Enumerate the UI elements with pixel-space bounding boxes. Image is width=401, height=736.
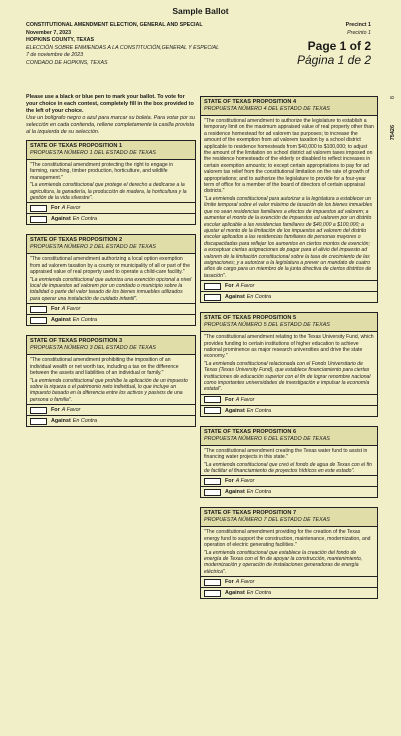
proposition-text xyxy=(201,332,377,394)
election-name-es: ELECCIÓN SOBRE ENMIENDAS A LA CONSTITUCIÓN,GENERAL Y ESPECIAL xyxy=(26,44,220,51)
proposition-title-es: PROPUESTA NÚMERO 6 DEL ESTADO DE TEXAS xyxy=(204,435,330,442)
proposition-text-en: "The constitutional amendment relating to the Texas University Fund, which provides funding to certain institutions of higher education to achieve national prominence as major research universities and drive the state economy." xyxy=(204,334,374,360)
against-label: Against xyxy=(225,590,245,597)
proposition-text-es: "La enmienda constitucional relacionada con el Fondo Universitario de Texas (Texas University Fund), que establece financiamiento para ciertas instituciones de educación superior con el fin de lograr renombre nacional como importantes universidades de investigación e impulsar la economía estatal". xyxy=(204,360,371,393)
proposition-6 xyxy=(200,426,378,499)
proposition-header xyxy=(201,313,377,332)
proposition-text-en: "The constitutional amendment creating the Texas water fund to assist in financing water projects in this state." xyxy=(204,447,368,461)
precinct-es: Precinto 1 xyxy=(347,29,371,36)
for-label: For xyxy=(51,306,60,313)
against-oval[interactable] xyxy=(204,294,221,301)
proposition-title: STATE OF TEXAS PROPOSITION 6 xyxy=(204,428,297,435)
proposition-2 xyxy=(26,234,196,326)
choice-for[interactable] xyxy=(201,576,377,587)
for-oval[interactable] xyxy=(30,205,47,212)
against-label-es: En Contra xyxy=(246,590,272,597)
for-label-es: A Favor xyxy=(235,579,255,586)
election-name: CONSTITUTIONAL AMENDMENT ELECTION, GENERAL AND SPECIAL xyxy=(26,22,203,28)
proposition-text xyxy=(27,254,195,303)
against-oval[interactable] xyxy=(204,407,221,414)
choice-against[interactable] xyxy=(201,486,377,497)
against-oval[interactable] xyxy=(204,590,221,597)
proposition-text xyxy=(27,355,195,404)
proposition-text-en: "The constitutional amendment prohibiting the imposition of an individual wealth or net worth tax, including a tax on the difference between the assets and liabilities of an individual or family." xyxy=(30,357,179,377)
against-label-es: En Contra xyxy=(246,294,272,301)
against-label: Against xyxy=(51,216,71,223)
for-label-es: A Favor xyxy=(61,205,81,212)
choice-for[interactable] xyxy=(27,303,195,314)
proposition-text xyxy=(201,116,377,280)
side-ballot-code: 75426 xyxy=(390,125,396,141)
proposition-text-es: "La enmienda constitucional que protege el derecho a dedicarse a la agricultura, la ganadería, la producción de madera, la horticultura y la gestión de la vida silvestre". xyxy=(30,182,187,202)
election-date-es: 7 de noviembre de 2023 xyxy=(26,52,84,59)
proposition-text-en: "The constitutional amendment protecting the right to engage in farming, ranching, timber production, horticulture, and wildlife management." xyxy=(30,162,174,181)
for-label-es: A Favor xyxy=(235,283,255,290)
proposition-title-es: PROPUESTA NÚMERO 4 DEL ESTADO DE TEXAS xyxy=(204,106,330,112)
for-oval[interactable] xyxy=(30,306,47,313)
proposition-5 xyxy=(200,312,378,417)
choice-for[interactable] xyxy=(27,404,195,415)
proposition-header xyxy=(27,141,195,160)
choice-for[interactable] xyxy=(27,202,195,213)
against-label-es: En Contra xyxy=(72,317,98,324)
proposition-7 xyxy=(200,507,378,599)
for-label: For xyxy=(225,283,234,290)
against-oval[interactable] xyxy=(204,489,221,496)
against-oval[interactable] xyxy=(30,418,47,425)
proposition-text-en: "The constitutional amendment to authorize the legislature to establish a temporary limit on the maximum appraised value of real property other than a residence homestead for ad valorem tax purposes; to increase the amount of the exemption from ad valorem taxation by a school district applicable to residence homesteads from $40,000 to $100,000; to adjust the amount of the limitation on school district ad valorem taxes imposed on the residence homesteads of the elderly or disabled to reflect increases in certain exemption amounts; to except certain appropriations to pay for ad valorem tax relief from the constitutional limitation on the rate of growth of appropriations; and to authorize the legislature to provide for a four-year term of office for a member of the board of directors of certain appraisal districts." xyxy=(204,118,374,195)
proposition-title-es: PROPUESTA NÚMERO 1 DEL ESTADO DE TEXAS xyxy=(30,150,156,156)
against-oval[interactable] xyxy=(30,216,47,223)
against-label-es: En Contra xyxy=(246,407,272,414)
choice-for[interactable] xyxy=(201,394,377,405)
choice-against[interactable] xyxy=(27,314,195,325)
proposition-title-es: PROPUESTA NÚMERO 7 DEL ESTADO DE TEXAS xyxy=(204,517,330,524)
for-oval[interactable] xyxy=(204,396,221,403)
election-date: November 7, 2023 xyxy=(26,29,72,36)
proposition-header xyxy=(27,336,195,355)
against-label-es: En Contra xyxy=(72,216,98,223)
proposition-title: STATE OF TEXAS PROPOSITION 1 xyxy=(30,143,123,149)
choice-against[interactable] xyxy=(201,405,377,416)
choice-for[interactable] xyxy=(201,475,377,486)
proposition-4 xyxy=(200,96,378,303)
proposition-header xyxy=(201,508,377,527)
precinct: Precinct 1 xyxy=(345,22,371,28)
proposition-title: STATE OF TEXAS PROPOSITION 5 xyxy=(204,315,297,322)
proposition-text xyxy=(27,160,195,202)
page-info xyxy=(297,22,371,67)
proposition-title-es: PROPUESTA NÚMERO 2 DEL ESTADO DE TEXAS xyxy=(30,244,156,251)
page-number: Page 1 of 2 xyxy=(307,39,371,54)
county-name-es: CONDADO DE HOPKINS, TEXAS xyxy=(26,59,108,66)
instructions xyxy=(26,94,196,136)
proposition-text-en: "The constitutional amendment providing for the creation of the Texas energy fund to support the construction, maintenance, modernization, and operation of electric generating facilities." xyxy=(204,529,371,549)
for-label: For xyxy=(51,205,60,212)
county-name: HOPKINS COUNTY, TEXAS xyxy=(26,37,94,44)
against-oval[interactable] xyxy=(30,317,47,324)
proposition-1 xyxy=(26,140,196,225)
against-label: Against xyxy=(225,407,245,414)
for-label: For xyxy=(225,396,234,403)
against-label-es: En Contra xyxy=(72,418,98,425)
proposition-title: STATE OF TEXAS PROPOSITION 7 xyxy=(204,510,297,517)
proposition-3 xyxy=(26,335,196,427)
left-column xyxy=(26,94,196,436)
proposition-text-es: "La enmienda constitucional que creó el fondo de agua de Texas con el fin de facilitar el financiamiento de proyectos hídricos en este estado". xyxy=(204,461,372,475)
proposition-text xyxy=(201,527,377,576)
for-label-es: A Favor xyxy=(61,407,81,414)
for-oval[interactable] xyxy=(204,283,221,290)
proposition-header xyxy=(201,97,377,116)
against-label-es: En Contra xyxy=(246,489,272,496)
page-number-es: Página 1 de 2 xyxy=(296,53,371,68)
against-label: Against xyxy=(225,489,245,496)
proposition-text-es: "La enmienda constitucional que prohíbe la aplicación de un impuesto sobre la riqueza o el patrimonio neto individual, lo que incluye un impuesto basado en la diferencia entre los activos y pasivos de una persona o familia". xyxy=(30,377,188,403)
proposition-title-es: PROPUESTA NÚMERO 5 DEL ESTADO DE TEXAS xyxy=(204,322,330,329)
proposition-title-es: PROPUESTA NÚMERO 3 DEL ESTADO DE TEXAS xyxy=(30,345,156,352)
for-label-es: A Favor xyxy=(61,306,81,313)
instructions-es: Use un bolígrafo negro o azul para marcar su boleta. Para votar por su selección en cada contienda, rellene completamente la casilla provista al la izquierda de su selección. xyxy=(26,115,195,135)
choice-for[interactable] xyxy=(201,280,377,291)
for-label-es: A Favor xyxy=(235,396,255,403)
against-label: Against xyxy=(51,418,71,425)
right-column xyxy=(200,96,378,608)
choice-against[interactable] xyxy=(201,587,377,598)
proposition-header xyxy=(27,235,195,254)
for-label-es: A Favor xyxy=(235,478,255,485)
for-label: For xyxy=(51,407,60,414)
against-label: Against xyxy=(225,294,245,301)
for-oval[interactable] xyxy=(204,478,221,485)
choice-against[interactable] xyxy=(201,291,377,302)
instructions-en: Please use a black or blue pen to mark your ballot. To vote for your choice in each contest, completely fill in the box provided to the left of your choice. xyxy=(26,94,194,114)
for-oval[interactable] xyxy=(30,407,47,414)
proposition-text-es: "La enmienda constitucional para autorizar a la legislatura a establecer un límite temporal sobre el valor máximo de tasación de los bienes inmuebles que no sean residencias familiares a efectos de impuestos ad valorem; a aumentar el monto de la exención de impuestos ad valorem por un distrito escolar aplicable a las residencias familiares de $40,000 a $100,000; a ajustar el monto de la limitación de los impuestos ad valorem del distrito escolar aplicados a las residencias familiares de personas mayores o discapacitadas para reflejar los aumentos en ciertos montos de exención; a exceptuar ciertas asignaciones de pagar para el alivio del impuesto ad valorem de la limitación constitucional sobre la tasa de crecimiento de las asignaciones; y a autorizar a la legislatura a prever un mandato de cuatro años de cargo para un miembro de la junta directiva de ciertos distritos de tasación". xyxy=(204,195,373,279)
choice-against[interactable] xyxy=(27,213,195,224)
proposition-title: STATE OF TEXAS PROPOSITION 3 xyxy=(30,338,123,345)
for-label: For xyxy=(225,478,234,485)
proposition-text-en: "The constitutional amendment authorizing a local option exemption from ad valorem taxation by a county or municipality of all or part of the appraised value of real property used to operate a child-care facility." xyxy=(30,256,190,276)
proposition-title: STATE OF TEXAS PROPOSITION 2 xyxy=(30,237,123,244)
page-title: Sample Ballot xyxy=(172,6,229,16)
proposition-header xyxy=(201,427,377,446)
proposition-text-es: "La enmienda constitucional que establece la creación del fondo de energía de Texas con el fin de apoyar la construcción, mantenimiento, modernización y operación de instalaciones generadoras de energía eléctrica". xyxy=(204,549,363,575)
against-label: Against xyxy=(51,317,71,324)
for-label: For xyxy=(225,579,234,586)
side-small-code: 8 xyxy=(390,96,396,100)
for-oval[interactable] xyxy=(204,579,221,586)
election-header xyxy=(26,22,276,68)
proposition-text xyxy=(201,446,377,476)
proposition-title: STATE OF TEXAS PROPOSITION 4 xyxy=(204,99,297,105)
choice-against[interactable] xyxy=(27,415,195,426)
proposition-text-es: "La enmienda constitucional que autoriza una exención opcional a nivel local de impuestos ad valorem por un condado o municipio sobre la totalidad o parte del valor tasado de los bienes inmuebles utilizados para operar una instalación de cuidado infantil". xyxy=(30,276,192,302)
